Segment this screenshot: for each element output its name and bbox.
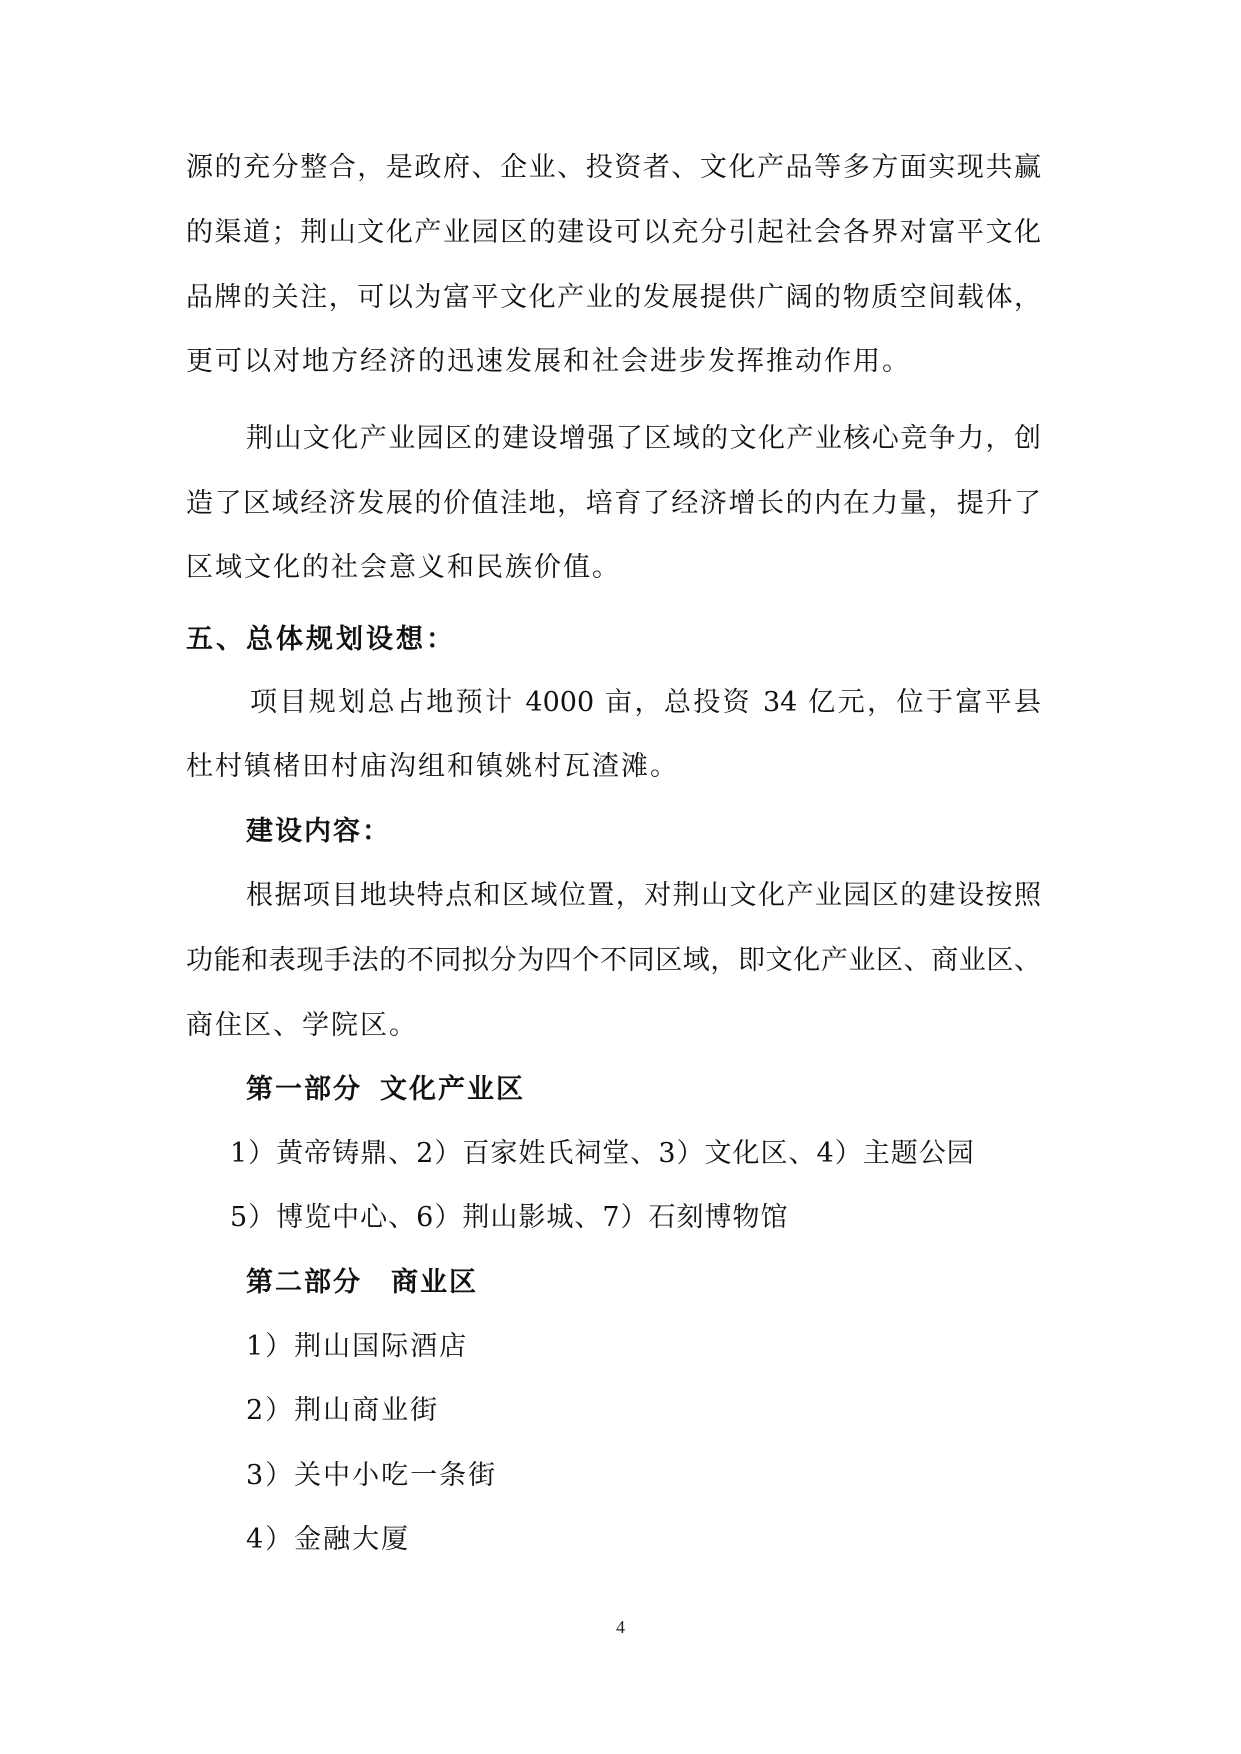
body-line-3: 品牌的关注，可以为富平文化产业的发展提供广阔的物质空间载体， xyxy=(186,282,1041,313)
construction-line-1: 根据项目地块特点和区域位置，对荆山文化产业园区的建设按照 xyxy=(246,880,1041,911)
part1-items-line-2: 5）博览中心、6）荆山影城、7）石刻博物馆 xyxy=(230,1202,789,1233)
planning-line-1: 项目规划总占地预计 4000 亩，总投资 34 亿元，位于富平县 xyxy=(250,687,1041,718)
part1-heading xyxy=(246,1072,525,1108)
construction-heading: 建设内容： xyxy=(246,816,391,847)
construction-line-3: 商住区、学院区。 xyxy=(186,1010,418,1041)
page-number: 4 xyxy=(616,1617,625,1637)
part2-item-1: 1）荆山国际酒店 xyxy=(246,1331,469,1362)
para2-line-1: 荆山文化产业园区的建设增强了区域的文化产业核心竞争力，创 xyxy=(246,423,1041,454)
construction-line-2: 功能和表现手法的不同拟分为四个不同区域，即文化产业区、商业区、 xyxy=(186,945,1041,976)
part1-items-line-1: 1）黄帝铸鼎、2）百家姓氏祠堂、3）文化区、4）主题公园 xyxy=(230,1138,975,1169)
section-heading: 五、总体规划设想： xyxy=(186,624,456,655)
part1-title: 文化产业区 xyxy=(380,1074,525,1105)
planning-line-2: 杜村镇楮田村庙沟组和镇姚村瓦渣滩。 xyxy=(186,751,679,782)
part2-item-2: 2）荆山商业街 xyxy=(246,1395,440,1426)
body-line-4: 更可以对地方经济的迅速发展和社会进步发挥推动作用。 xyxy=(186,346,911,377)
part2-heading xyxy=(246,1265,478,1301)
part1-label: 第一部分 xyxy=(246,1074,362,1105)
para2-line-3: 区域文化的社会意义和民族价值。 xyxy=(186,552,621,583)
body-line-1: 源的充分整合，是政府、企业、投资者、文化产品等多方面实现共赢 xyxy=(186,152,1041,183)
para2-line-2: 造了区域经济发展的价值洼地，培育了经济增长的内在力量，提升了 xyxy=(186,488,1041,519)
body-line-2: 的渠道；荆山文化产业园区的建设可以充分引起社会各界对富平文化 xyxy=(186,217,1041,248)
part2-item-3: 3）关中小吃一条街 xyxy=(246,1460,498,1491)
part2-title: 商业区 xyxy=(391,1267,478,1298)
part2-label: 第二部分 xyxy=(246,1267,362,1298)
part2-item-4: 4）金融大厦 xyxy=(246,1524,411,1555)
